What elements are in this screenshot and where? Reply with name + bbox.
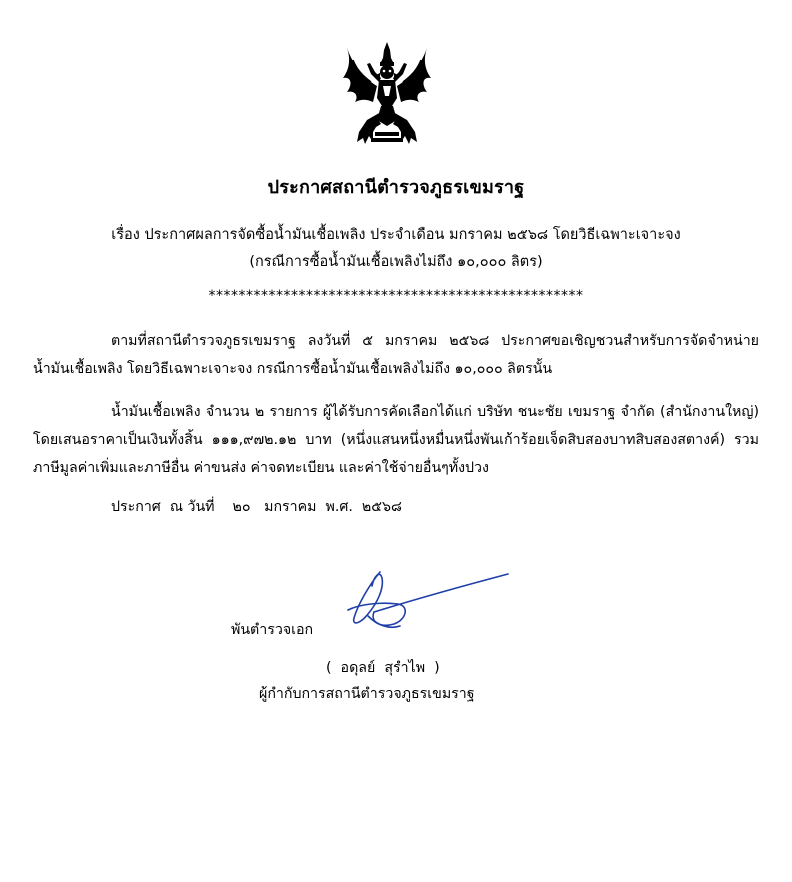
- announcement-date: ประกาศ ณ วันที่ ๒๐ มกราคม พ.ศ. ๒๕๖๘: [111, 499, 402, 515]
- garuda-emblem-icon: [337, 40, 437, 146]
- signer-position: ผู้กำกับการสถานีตำรวจภูธรเขมราฐ: [259, 686, 475, 702]
- signer-name: ( อดุลย์ สุรำไพ ): [326, 660, 440, 676]
- separator: **************************************************: [208, 288, 584, 304]
- subject-note: (กรณีการซื้อน้ำมันเชื้อเพลิงไม่ถึง ๑๐,๐๐๐ ลิตร): [249, 254, 543, 270]
- page-title: ประกาศสถานีตำรวจภูธรเขมราฐ: [267, 177, 525, 198]
- paragraph-announcement-reference: [33, 327, 759, 383]
- subject-line: เรื่อง ประกาศผลการจัดซื้อน้ำมันเชื้อเพลิง ประจำเดือน มกราคม ๒๕๖๘ โดยวิธีเฉพาะเจาะจง: [111, 227, 681, 243]
- handwritten-signature: [340, 564, 520, 644]
- subject-block: [0, 222, 792, 276]
- signer-rank: พันตำรวจเอก: [231, 622, 314, 638]
- paragraph-text: ตามที่สถานีตำรวจภูธรเขมราฐ ลงวันที่ ๕ มกราคม ๒๕๖๘ ประกาศขอเชิญชวนสำหรับการจัดจำหน่าย น้ำมันเชื้อเพลิง โดยวิธีเฉพาะเจาะจง กรณีการซื้อน้ำมันเชื้อเพลิงไม่ถึง ๑๐,๐๐๐ ลิตรนั้น: [33, 333, 759, 377]
- paragraph-award-result: [33, 398, 759, 482]
- paragraph-text: น้ำมันเชื้อเพลิง จำนวน ๒ รายการ ผู้ได้รับการคัดเลือกได้แก่ บริษัท ชนะชัย เขมราฐ จำกัด (สำนักงานใหญ่) โดยเสนอราคาเป็นเงินทั้งสิ้น ๑๑๑,๙๗๒.๑๒ บาท (หนึ่งแสนหนึ่งหมื่นหนึ่งพันเก้าร้อยเจ็ดสิบสองบาทสิบสองสตางค์) รวมภาษีมูลค่าเพิ่มและภาษีอื่น ค่าขนส่ง ค่าจดทะเบียน และค่าใช้จ่ายอื่นๆทั้งปวง: [33, 404, 759, 476]
